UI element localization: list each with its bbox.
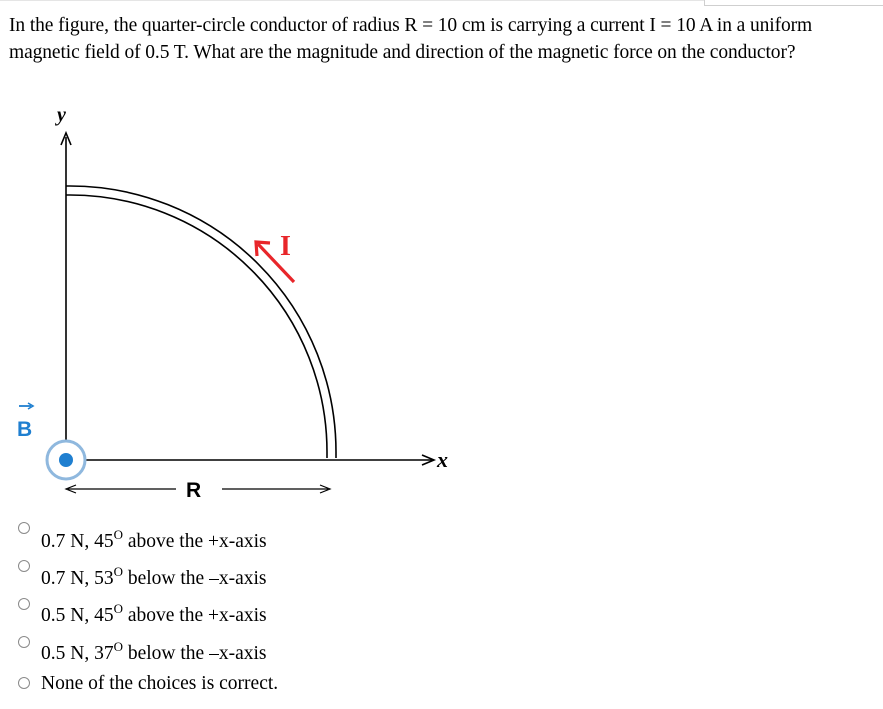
choice-3-label[interactable]: 0.5 N, $37^O$ below the –x-axis xyxy=(41,638,267,664)
question-text: In the figure, the quarter-circle conductor of radius R = 10 cm is carrying a current I = 10 A in a uniform magnetic field of 0.5 T. What are the magnitude and direction of the magnetic force on the conductor? xyxy=(9,15,813,63)
current-label: I xyxy=(280,231,291,262)
choice-3-radio[interactable] xyxy=(18,636,30,648)
choice-1-label[interactable]: 0.7 N, $53^O$ below the –x-axis xyxy=(41,563,267,589)
choice-0-radio[interactable] xyxy=(18,522,30,534)
y-axis-label: y xyxy=(57,104,66,126)
field-label: B xyxy=(17,418,33,441)
choice-4-radio[interactable] xyxy=(18,677,30,689)
choice-1-radio[interactable] xyxy=(18,560,30,572)
choice-2-radio[interactable] xyxy=(18,598,30,610)
radius-label: R xyxy=(186,479,202,502)
choice-4-label[interactable]: None of the choices is correct. xyxy=(41,673,279,694)
x-axis-label: x xyxy=(437,447,448,472)
choice-0-label[interactable]: 0.7 N, $45^O$ above the +x-axis xyxy=(41,526,267,552)
choice-2-label[interactable]: 0.5 N, $45^O$ above the +x-axis xyxy=(41,600,267,626)
